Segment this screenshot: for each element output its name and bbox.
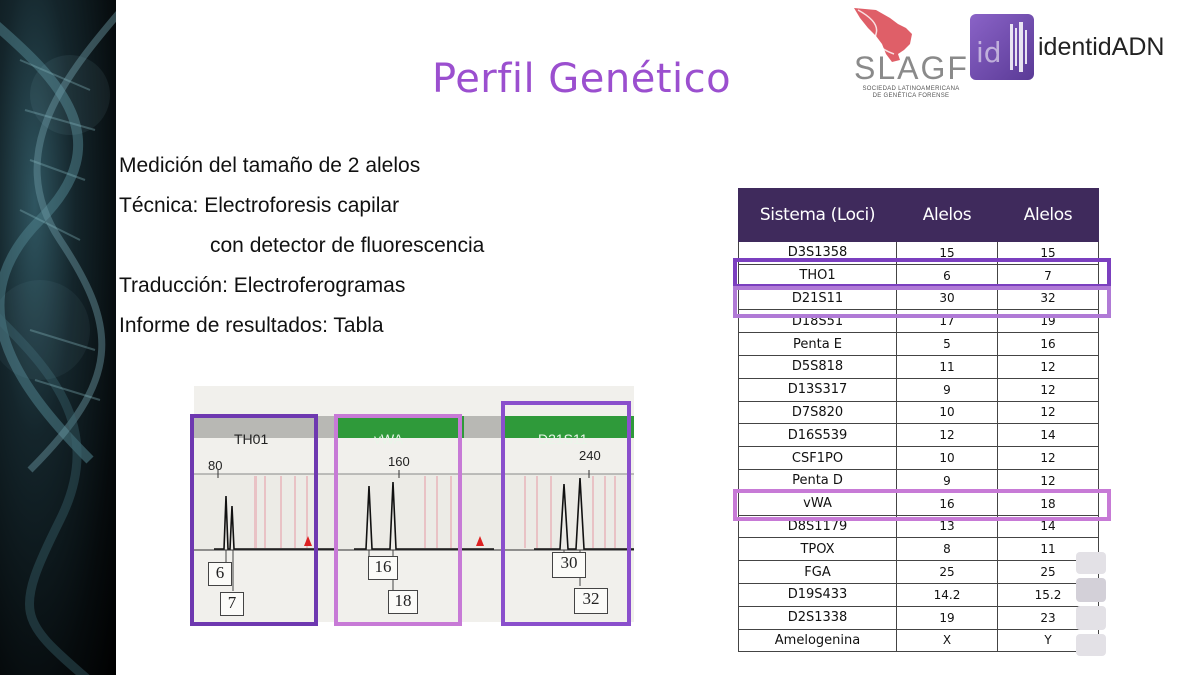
cell-allele-1: 17 <box>897 310 998 333</box>
scale-label-160: 160 <box>388 454 410 469</box>
dna-background-strip <box>0 0 116 675</box>
highlight-row-d21s11 <box>733 286 1111 318</box>
scale-label-80: 80 <box>208 458 223 473</box>
cell-allele-1: 8 <box>897 538 998 561</box>
cell-allele-1: 30 <box>897 287 998 310</box>
cell-allele-2: 7 <box>998 264 1099 287</box>
cell-allele-1: 13 <box>897 515 998 538</box>
line-technique: Técnica: Electroforesis capilar <box>119 194 400 217</box>
slide-thumbnail-tab[interactable] <box>1076 578 1106 602</box>
cell-allele-2: 32 <box>998 287 1099 310</box>
scale-label-240: 240 <box>579 448 601 463</box>
cell-system: D21S11 <box>739 287 897 310</box>
slide-thumbnail-tab[interactable] <box>1076 634 1106 656</box>
cell-allele-1: 10 <box>897 447 998 470</box>
cell-allele-2: 16 <box>998 333 1099 356</box>
barcode-icon <box>970 14 1034 80</box>
allele-box-th01-b: 7 <box>220 592 244 616</box>
cell-system: Penta E <box>739 333 897 356</box>
cell-allele-2: 15.2 <box>998 583 1099 606</box>
slagf-logo <box>846 4 969 100</box>
cell-allele-1: 12 <box>897 424 998 447</box>
column-header-allele-2: Alelos <box>998 189 1099 242</box>
cell-system: CSF1PO <box>739 447 897 470</box>
table-row <box>739 424 1099 447</box>
cell-allele-1: 9 <box>897 378 998 401</box>
highlight-row-vwa <box>733 489 1111 521</box>
slide-thumbnail-tab[interactable] <box>1076 552 1106 574</box>
identid-logo-badge <box>970 14 1034 80</box>
cell-allele-1: 19 <box>897 606 998 629</box>
cell-system: FGA <box>739 561 897 584</box>
allele-box-vwa-a: 16 <box>368 556 398 580</box>
cell-allele-1: 9 <box>897 469 998 492</box>
cell-allele-2: 12 <box>998 378 1099 401</box>
cell-system: D3S1358 <box>739 242 897 265</box>
cell-allele-1: 11 <box>897 355 998 378</box>
cell-system: vWA <box>739 492 897 515</box>
cell-allele-1: 10 <box>897 401 998 424</box>
slide-thumbnail-tab[interactable] <box>1076 606 1106 630</box>
allele-box-vwa-b: 18 <box>388 590 418 614</box>
column-header-allele-1: Alelos <box>897 189 998 242</box>
highlight-d21s11-trace <box>501 401 631 626</box>
highlight-vwa-trace <box>334 414 462 626</box>
table-row <box>739 606 1099 629</box>
cell-system: D2S1338 <box>739 606 897 629</box>
cell-allele-1: 16 <box>897 492 998 515</box>
highlight-th01-trace <box>190 414 318 626</box>
table-row <box>739 538 1099 561</box>
slide-title: Perfil Genético <box>432 56 732 102</box>
table-row <box>739 401 1099 424</box>
cell-allele-2: 14 <box>998 515 1099 538</box>
cell-system: D16S539 <box>739 424 897 447</box>
cell-allele-1: 6 <box>897 264 998 287</box>
allele-box-d21s11-a: 30 <box>552 552 586 578</box>
allele-box-d21s11-b: 32 <box>574 588 608 614</box>
line-report: Informe de resultados: Tabla <box>119 314 384 337</box>
cell-system: THO1 <box>739 264 897 287</box>
locus-label-vwa: vWA <box>374 431 404 447</box>
cell-system: TPOX <box>739 538 897 561</box>
table-row <box>739 629 1099 652</box>
cell-system: D8S1179 <box>739 515 897 538</box>
cell-system: D7S820 <box>739 401 897 424</box>
cell-allele-1: X <box>897 629 998 652</box>
line-translation: Traducción: Electroferogramas <box>119 274 406 297</box>
highlight-row-tho1 <box>733 258 1111 288</box>
cell-allele-2: 12 <box>998 447 1099 470</box>
cell-system: Penta D <box>739 469 897 492</box>
cell-system: D5S818 <box>739 355 897 378</box>
cell-system: D18S51 <box>739 310 897 333</box>
cell-allele-2: 19 <box>998 310 1099 333</box>
cell-allele-2: 14 <box>998 424 1099 447</box>
allele-box-th01-a: 6 <box>208 562 232 586</box>
slagf-wordmark: SLAGF <box>854 50 969 86</box>
table-row <box>739 447 1099 470</box>
line-measurement: Medición del tamaño de 2 alelos <box>119 154 421 177</box>
cell-allele-2: 23 <box>998 606 1099 629</box>
cell-allele-2: 18 <box>998 492 1099 515</box>
table-header-row <box>739 189 1099 242</box>
slagf-subtitle-line2: DE GENÉTICA FORENSE <box>872 93 950 99</box>
identidadn-wordmark: identidADN <box>1038 33 1165 61</box>
cell-allele-1: 25 <box>897 561 998 584</box>
slagf-subtitle-line1: SOCIEDAD LATINOAMERICANA <box>862 86 960 92</box>
table-row <box>739 378 1099 401</box>
cell-allele-2: 12 <box>998 401 1099 424</box>
cell-allele-2: 12 <box>998 469 1099 492</box>
cell-allele-1: 15 <box>897 242 998 265</box>
cell-allele-2: 15 <box>998 242 1099 265</box>
id-glyph-icon: id <box>976 36 1002 69</box>
cell-allele-2: 25 <box>998 561 1099 584</box>
line-detector: con detector de fluorescencia <box>210 234 485 257</box>
cell-system: D19S433 <box>739 583 897 606</box>
table-row <box>739 355 1099 378</box>
cell-allele-2: 11 <box>998 538 1099 561</box>
cell-allele-2: 12 <box>998 355 1099 378</box>
table-row <box>739 583 1099 606</box>
cell-allele-1: 14.2 <box>897 583 998 606</box>
cell-system: D13S317 <box>739 378 897 401</box>
column-header-system: Sistema (Loci) <box>739 189 897 242</box>
cell-allele-1: 5 <box>897 333 998 356</box>
cell-allele-2: Y <box>998 629 1099 652</box>
locus-label-th01: TH01 <box>234 431 269 447</box>
locus-label-d21s11: D21S11 <box>538 431 588 447</box>
cell-system: Amelogenina <box>739 629 897 652</box>
table-row <box>739 561 1099 584</box>
bullet-list <box>119 146 484 346</box>
table-row <box>739 333 1099 356</box>
